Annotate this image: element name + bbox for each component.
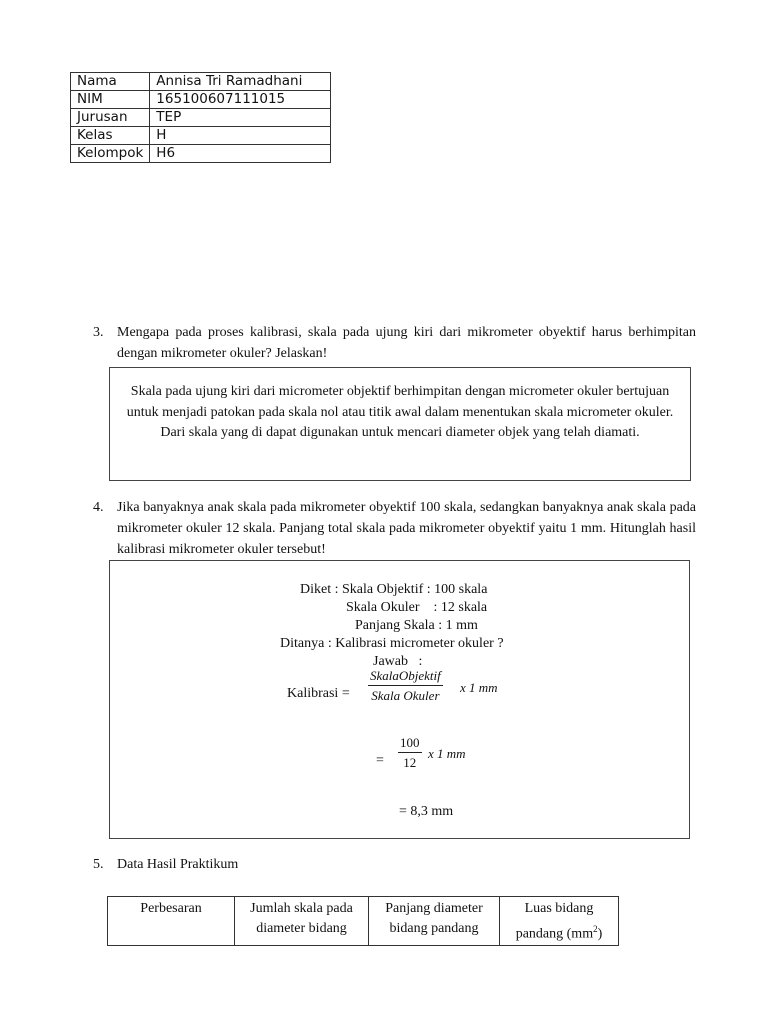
kalibrasi-fraction [368,668,443,704]
question-number: 3. [93,325,104,340]
column-header [500,897,619,946]
superscript: 2 [593,924,598,934]
column-header: Panjang diameter bidang pandang [369,897,500,946]
header-text: ) [597,926,603,942]
table-row [71,91,331,109]
table-row [71,109,331,127]
fraction-denominator: 12 [403,755,417,770]
table-row [71,145,331,163]
multiplier: x 1 mm [460,680,498,695]
question-number: 5. [93,857,104,872]
question-number: 4. [93,500,104,515]
kalibrasi-label: Kalibrasi = [287,686,350,701]
identity-value: TEP [150,109,331,127]
header-text: Luas bidang pandang (mm [515,901,594,942]
ditanya-line: Ditanya : Kalibrasi micrometer okuler ? [280,636,504,651]
question-title: Data Hasil Praktikum [117,857,239,872]
answer-box-3 [109,367,691,481]
identity-value: H6 [150,145,331,163]
column-header: Perbesaran [108,897,235,946]
table-row [71,73,331,91]
identity-value: 165100607111015 [150,91,331,109]
equals-sign: = [376,753,384,768]
identity-label: Nama [71,73,150,91]
identity-value: Annisa Tri Ramadhani [150,73,331,91]
identity-value: H [150,127,331,145]
identity-label: NIM [71,91,150,109]
fraction-numerator: 100 [398,735,422,753]
column-header: Jumlah skala pada diameter bidang [235,897,369,946]
okuler-line: Skala Okuler : 12 skala [346,600,488,615]
identity-table [70,72,331,163]
question-5 [93,857,238,873]
table-row [71,127,331,145]
jawab-line: Jawab : [373,654,423,669]
question-4 [93,497,696,560]
table-header-row [108,897,619,946]
panjang-line: Panjang Skala : 1 mm [355,618,478,633]
question-text: Jika banyaknya anak skala pada mikrometer obyektif 100 skala, sedangkan banyaknya anak skala pada mikrometer okuler 12 skala. Panjang total skala pada mikrometer obyektif yaitu 1 mm. Hitunglah hasil kalibrasi mikrometer okuler tersebut! [117,500,696,557]
multiplier: x 1 mm [428,746,466,761]
data-table [107,896,619,946]
answer-box-4 [109,560,690,839]
numeric-fraction [398,735,422,771]
question-text: Mengapa pada proses kalibrasi, skala pada ujung kiri dari mikrometer obyektif harus berhimpitan dengan mikrometer okuler? Jelaskan! [117,325,696,361]
result-line: = 8,3 mm [399,804,454,819]
fraction-numerator: SkalaObjektif [368,668,443,686]
identity-label: Kelas [71,127,150,145]
identity-label: Kelompok [71,145,150,163]
answer-text: Skala pada ujung kiri dari micrometer objektif berhimpitan dengan micrometer okuler bertujuan untuk menjadi patokan pada skala nol atau titik awal dalam menentukan skala micrometer okuler. Dari skala yang di dapat digunakan untuk mencari diameter objek yang telah diamati. [126,384,674,440]
identity-label: Jurusan [71,109,150,127]
question-3 [93,322,696,364]
diket-line: Diket : Skala Objektif : 100 skala [300,582,488,597]
fraction-denominator: Skala Okuler [371,688,440,703]
